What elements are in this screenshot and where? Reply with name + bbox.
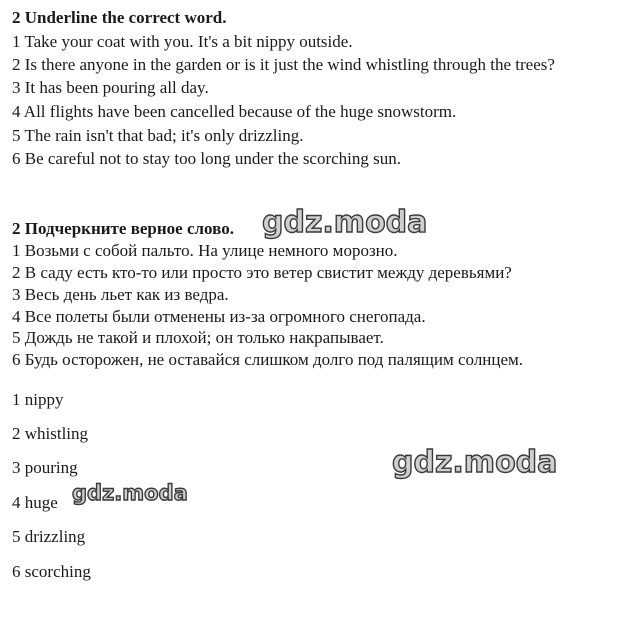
english-item-2: 2 Is there anyone in the garden or is it just the wind whistling through the trees? <box>12 55 555 74</box>
answer-4: 4 huge <box>12 493 58 512</box>
russian-item-2: 2 В саду есть кто-то или просто это ветер свистит между деревьями? <box>12 263 512 282</box>
watermark-logo: gdz.moda <box>392 445 558 480</box>
russian-heading: 2 Подчеркните верное слово. <box>12 219 234 238</box>
english-item-3: 3 It has been pouring all day. <box>12 78 209 97</box>
answer-2: 2 whistling <box>12 424 89 443</box>
answer-6: 6 scorching <box>12 562 91 581</box>
russian-item-6: 6 Будь осторожен, не оставайся слишком долго под палящим солнцем. <box>12 350 524 369</box>
answer-3: 3 pouring <box>12 458 78 477</box>
russian-item-1: 1 Возьми с собой пальто. На улице немного морозно. <box>12 241 398 260</box>
english-item-6: 6 Be careful not to stay too long under the scorching sun. <box>12 149 402 168</box>
english-heading: 2 Underline the correct word. <box>12 8 227 27</box>
answer-1: 1 nippy <box>12 390 64 409</box>
answer-5: 5 drizzling <box>12 527 86 546</box>
english-item-1: 1 Take your coat with you. It's a bit nippy outside. <box>12 32 353 51</box>
russian-item-4: 4 Все полеты были отменены из-за огромного снегопада. <box>12 307 426 326</box>
english-item-4: 4 All flights have been cancelled because of the huge snowstorm. <box>12 102 457 121</box>
watermark-logo: gdz.moda <box>262 205 428 240</box>
russian-item-5: 5 Дождь не такой и плохой; он только накрапывает. <box>12 328 384 347</box>
russian-item-3: 3 Весь день льет как из ведра. <box>12 285 229 304</box>
english-item-5: 5 The rain isn't that bad; it's only drizzling. <box>12 126 304 145</box>
watermark-logo: gdz.moda <box>72 481 188 505</box>
